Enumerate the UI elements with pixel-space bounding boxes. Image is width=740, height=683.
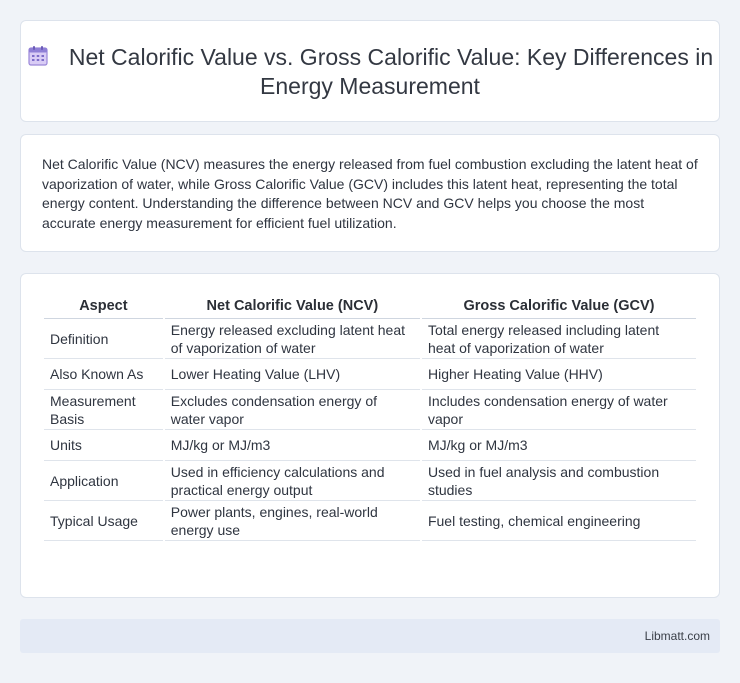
header-gcv: Gross Calorific Value (GCV) xyxy=(422,296,696,319)
table-row xyxy=(44,501,696,541)
row-ncv: Used in efficiency calculations and practical energy output xyxy=(165,461,420,501)
table-row xyxy=(44,359,696,390)
row-gcv: MJ/kg or MJ/m3 xyxy=(422,430,696,461)
row-aspect: Units xyxy=(44,430,163,461)
table-header-row xyxy=(44,296,696,319)
row-ncv: Energy released excluding latent heat of vaporization of water xyxy=(165,319,420,359)
table-row xyxy=(44,461,696,501)
footer-site-link[interactable]: Libmatt.com xyxy=(644,629,710,643)
row-aspect: Typical Usage xyxy=(44,501,163,541)
title-card xyxy=(20,20,720,122)
intro-card xyxy=(20,134,720,252)
page-title xyxy=(21,43,719,101)
comparison-table xyxy=(42,296,698,541)
row-gcv: Fuel testing, chemical engineering xyxy=(422,501,696,541)
table-row xyxy=(44,390,696,430)
page-title-text: Net Calorific Value vs. Gross Calorific Value: Key Differences in Energy Measurement xyxy=(68,44,714,99)
row-ncv: Lower Heating Value (LHV) xyxy=(165,359,420,390)
table-row xyxy=(44,319,696,359)
row-ncv: MJ/kg or MJ/m3 xyxy=(165,430,420,461)
row-ncv: Power plants, engines, real-world energy use xyxy=(165,501,420,541)
row-gcv: Includes condensation energy of water vapor xyxy=(422,390,696,430)
header-ncv: Net Calorific Value (NCV) xyxy=(165,296,420,319)
row-aspect: Measurement Basis xyxy=(44,390,163,430)
table-row xyxy=(44,430,696,461)
row-aspect: Application xyxy=(44,461,163,501)
row-ncv: Excludes condensation energy of water vapor xyxy=(165,390,420,430)
row-aspect: Definition xyxy=(44,319,163,359)
row-gcv: Total energy released including latent heat of vaporization of water xyxy=(422,319,696,359)
intro-paragraph: Net Calorific Value (NCV) measures the energy released from fuel combustion excluding the latent heat of vaporization of water, while Gross Calorific Value (GCV) includes this latent heat, representing the total energy content. Understanding the difference between NCV and GCV helps you choose the most accurate energy measurement for efficient fuel utilization. xyxy=(42,156,698,231)
header-aspect: Aspect xyxy=(44,296,163,319)
row-aspect: Also Known As xyxy=(44,359,163,390)
calendar-icon xyxy=(27,45,49,67)
footer xyxy=(20,619,720,653)
row-gcv: Higher Heating Value (HHV) xyxy=(422,359,696,390)
row-gcv: Used in fuel analysis and combustion studies xyxy=(422,461,696,501)
comparison-card xyxy=(20,273,720,598)
